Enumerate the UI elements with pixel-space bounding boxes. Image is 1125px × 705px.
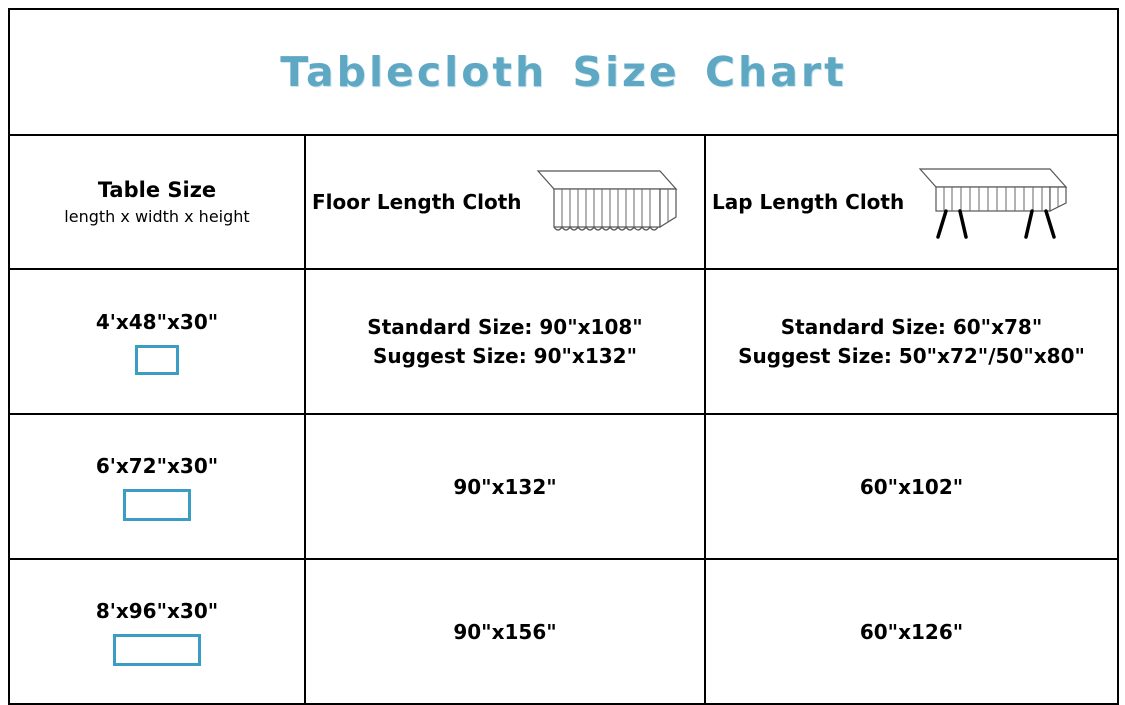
draped-table-lap-length-icon	[908, 161, 1088, 243]
row-floor-length	[305, 559, 705, 704]
lap-size-value: 60"x126"	[859, 619, 964, 644]
header-table-size-label: Table Size	[97, 177, 217, 202]
draped-table-floor-length-icon	[526, 161, 688, 243]
header-table-size	[9, 135, 305, 269]
title-row	[9, 9, 1118, 135]
floor-size-value: 90"x132"	[453, 474, 557, 499]
header-table-size-sublabel: length x width x height	[64, 206, 250, 226]
row-lap-length	[705, 559, 1118, 704]
lap-size-value: 60"x102"	[859, 474, 964, 499]
lap-suggest-size: Suggest Size: 50"x72"/50"x80"	[738, 343, 1085, 368]
row-lap-length	[705, 414, 1118, 559]
lap-standard-size: Standard Size: 60"x78"	[780, 314, 1043, 339]
table-size-value: 6'x72"x30"	[95, 453, 219, 478]
row-table-size	[9, 414, 305, 559]
floor-standard-size: Standard Size: 90"x108"	[367, 314, 643, 339]
row-table-size	[9, 559, 305, 704]
table-rect-large-icon	[113, 634, 201, 666]
header-floor-length	[305, 135, 705, 269]
table-row	[9, 269, 1118, 414]
header-lap-length-label: Lap Length Cloth	[712, 190, 905, 214]
floor-suggest-size: Suggest Size: 90"x132"	[372, 343, 637, 368]
row-floor-length	[305, 269, 705, 414]
row-table-size	[9, 269, 305, 414]
header-lap-length	[705, 135, 1118, 269]
size-chart-table	[8, 8, 1119, 705]
table-row	[9, 559, 1118, 704]
column-header-row	[9, 135, 1118, 269]
table-rect-small-icon	[135, 345, 179, 375]
row-floor-length	[305, 414, 705, 559]
row-lap-length	[705, 269, 1118, 414]
header-floor-length-label: Floor Length Cloth	[312, 190, 522, 214]
table-size-value: 8'x96"x30"	[95, 598, 219, 623]
title-cell	[9, 9, 1118, 135]
table-rect-medium-icon	[123, 489, 191, 521]
floor-size-value: 90"x156"	[453, 619, 557, 644]
page-title: Tablecloth Size Chart	[280, 48, 847, 96]
table-size-value: 4'x48"x30"	[95, 309, 219, 334]
table-row	[9, 414, 1118, 559]
